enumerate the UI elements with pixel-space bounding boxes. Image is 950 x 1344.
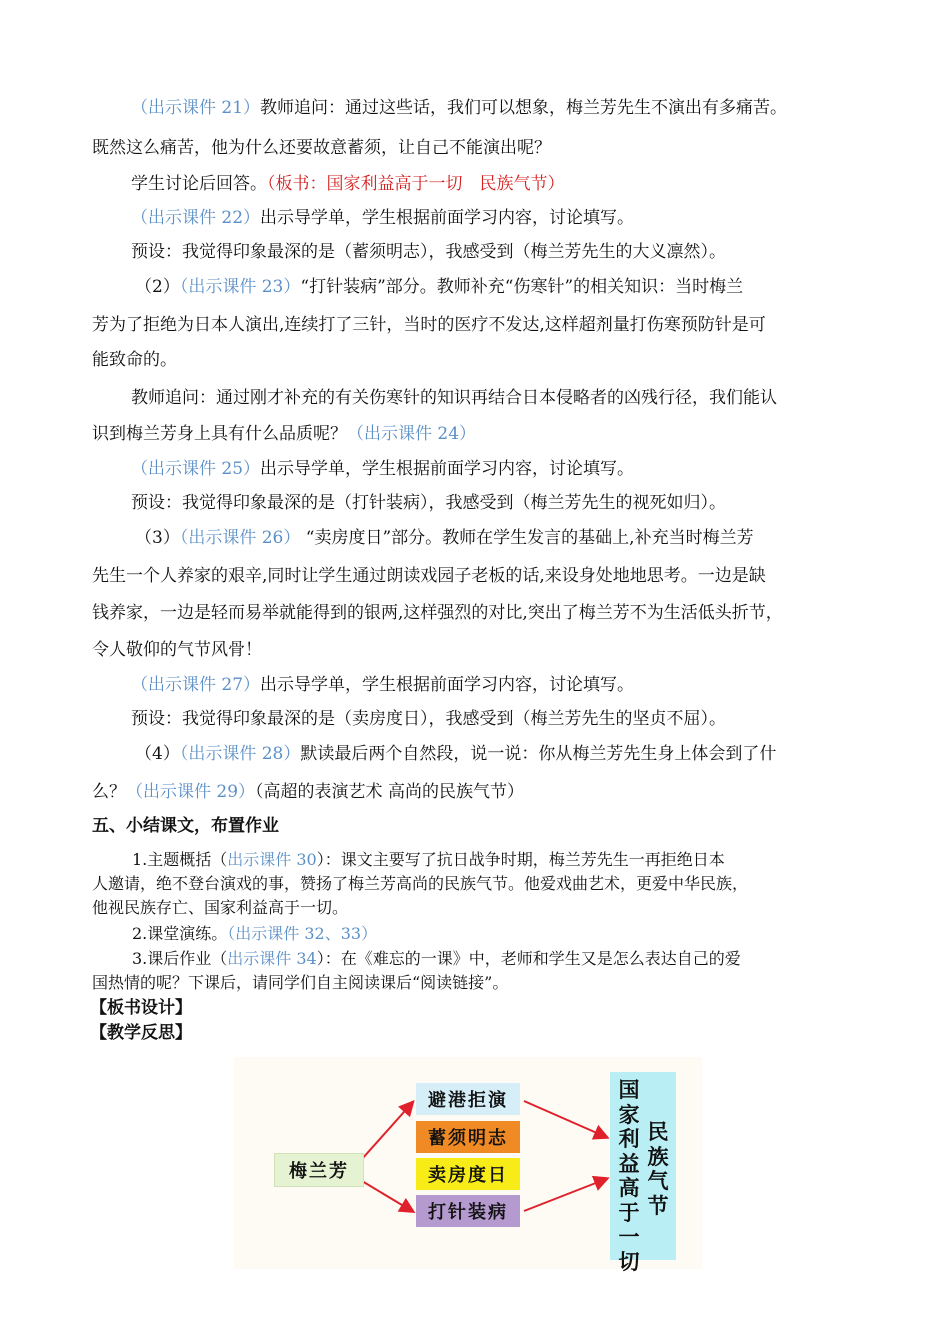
paragraph-line [131, 174, 565, 194]
mei-lanfang-box: 梅兰芳 [274, 1153, 364, 1187]
courseware-ref: （出示课件 24） [347, 424, 477, 444]
paragraph-line [135, 744, 776, 764]
arrow-up-right [524, 1101, 606, 1137]
paragraph-line: 预设：我觉得印象最深的是（卖房度日），我感受到（梅兰芳先生的坚贞不屈）。 [131, 709, 726, 729]
paragraph-line [135, 277, 743, 297]
text: （3） [135, 528, 180, 548]
text: 教师追问：通过这些话，我们可以想象，梅兰芳先生不演出有多痛苦。 [260, 98, 788, 118]
paragraph-line: 预设：我觉得印象最深的是（蓄须明志），我感受到（梅兰芳先生的大义凛然）。 [131, 242, 726, 262]
paragraph-line: 令人敬仰的气节风骨！ [92, 640, 262, 660]
text: ）：课文主要写了抗日战争时期，梅兰芳先生一再拒绝日本 [316, 850, 725, 869]
arrow-down-left [362, 1181, 412, 1211]
text: 出示导学单，学生根据前面学习内容，讨论填写。 [260, 459, 635, 479]
event-box-3: 卖房度日 [416, 1158, 520, 1190]
courseware-ref: 出示课件 30 [227, 850, 317, 869]
board-design-diagram [234, 1057, 702, 1274]
text: （高超的表演艺术 高尚的民族气节） [255, 782, 524, 802]
paragraph-line [135, 528, 754, 548]
event-box-2: 蓄须明志 [416, 1121, 520, 1153]
courseware-ref: （出示课件 23） [179, 277, 301, 297]
text: （2） [135, 277, 180, 297]
paragraph-line: 他视民族存亡、国家利益高于一切。 [92, 898, 349, 917]
paragraph-line [131, 459, 634, 479]
paragraph-line [131, 675, 634, 695]
courseware-ref: （出示课件 28） [179, 744, 301, 764]
paragraph-line: 国热情的呢？下课后，请同学们自主阅读课后“阅读链接”。 [92, 973, 509, 992]
text: “打针装病”部分。教师补充“伤寒针”的相关知识：当时梅兰 [300, 277, 744, 297]
text: 默读最后两个自然段，说一说：你从梅兰芳先生身上体会到了什 [300, 744, 777, 764]
paragraph-line: 能致命的。 [92, 350, 177, 370]
text: 1.主题概括（ [132, 850, 228, 869]
event-box-1: 避港拒演 [416, 1083, 520, 1115]
board-design-heading: 【板书设计】 [90, 998, 192, 1018]
text: 出示导学单，学生根据前面学习内容，讨论填写。 [260, 675, 635, 695]
text: “卖房度日”部分。教师在学生发言的基础上,补充当时梅兰芳 [300, 528, 754, 548]
national-interest-text: 国家利益高于一切 [618, 1077, 640, 1274]
event-box-4: 打针装病 [416, 1195, 520, 1227]
text: 识到梅兰芳身上具有什么品质呢？ [92, 424, 347, 444]
arrow-down-right [524, 1179, 606, 1211]
paragraph-line [132, 949, 741, 969]
paragraph-line [132, 850, 725, 870]
paragraph-line: 先生一个人养家的艰辛,同时让学生通过朗读戏园子老板的话,来设身处地地思考。一边是缺 [92, 566, 766, 586]
board-note: （板书：国家利益高于一切 民族气节） [267, 174, 565, 194]
teaching-reflection-heading: 【教学反思】 [90, 1023, 192, 1043]
text: 3.课后作业（ [132, 949, 228, 968]
text: ）：在《难忘的一课》中，老师和学生又是怎么表达自己的爱 [316, 949, 741, 968]
paragraph-line: 人邀请，绝不登台演戏的事，赞扬了梅兰芳高尚的民族气节。他爱戏曲艺术，更爱中华民族， [92, 874, 749, 893]
paragraph-line [92, 424, 476, 444]
courseware-ref: 出示课件 34 [227, 949, 317, 968]
courseware-ref: （出示课件 21） [131, 98, 261, 118]
paragraph-line: 教师追问：通过刚才补充的有关伤寒针的知识再结合日本侵略者的凶残行径，我们能认 [131, 388, 777, 408]
paragraph-line [131, 208, 634, 228]
courseware-ref: （出示课件 22） [131, 208, 261, 228]
text: 出示导学单，学生根据前面学习内容，讨论填写。 [260, 208, 635, 228]
paragraph-line [131, 98, 787, 118]
courseware-ref: （出示课件 25） [131, 459, 261, 479]
text: 2.课堂演练。 [132, 924, 228, 943]
paragraph-line: 钱养家，一边是轻而易举就能得到的银两,这样强烈的对比,突出了梅兰芳不为生活低头折节， [92, 603, 783, 623]
paragraph-line: 预设：我觉得印象最深的是（打针装病），我感受到（梅兰芳先生的视死如归）。 [131, 493, 726, 513]
text: （4） [135, 744, 180, 764]
courseware-ref: （出示课件 29） [126, 782, 256, 802]
conclusion-box [610, 1072, 676, 1274]
arrow-up-left [362, 1103, 412, 1159]
courseware-ref: （出示课件 32、33） [227, 924, 378, 943]
paragraph-line [92, 782, 524, 802]
text: 学生讨论后回答。 [131, 174, 267, 194]
text: 么？ [92, 782, 126, 802]
courseware-ref: （出示课件 27） [131, 675, 261, 695]
paragraph-line: 芳为了拒绝为日本人演出,连续打了三针，当时的医疗不发达,这样超剂量打伤寒预防针是可 [92, 315, 766, 335]
courseware-ref: （出示课件 26） [179, 528, 301, 548]
section-heading: 五、小结课文，布置作业 [92, 816, 279, 836]
national-integrity-text: 民族气节 [647, 1119, 669, 1218]
paragraph-line [132, 924, 377, 944]
paragraph-line: 既然这么痛苦，他为什么还要故意蓄须，让自己不能演出呢？ [92, 138, 551, 158]
